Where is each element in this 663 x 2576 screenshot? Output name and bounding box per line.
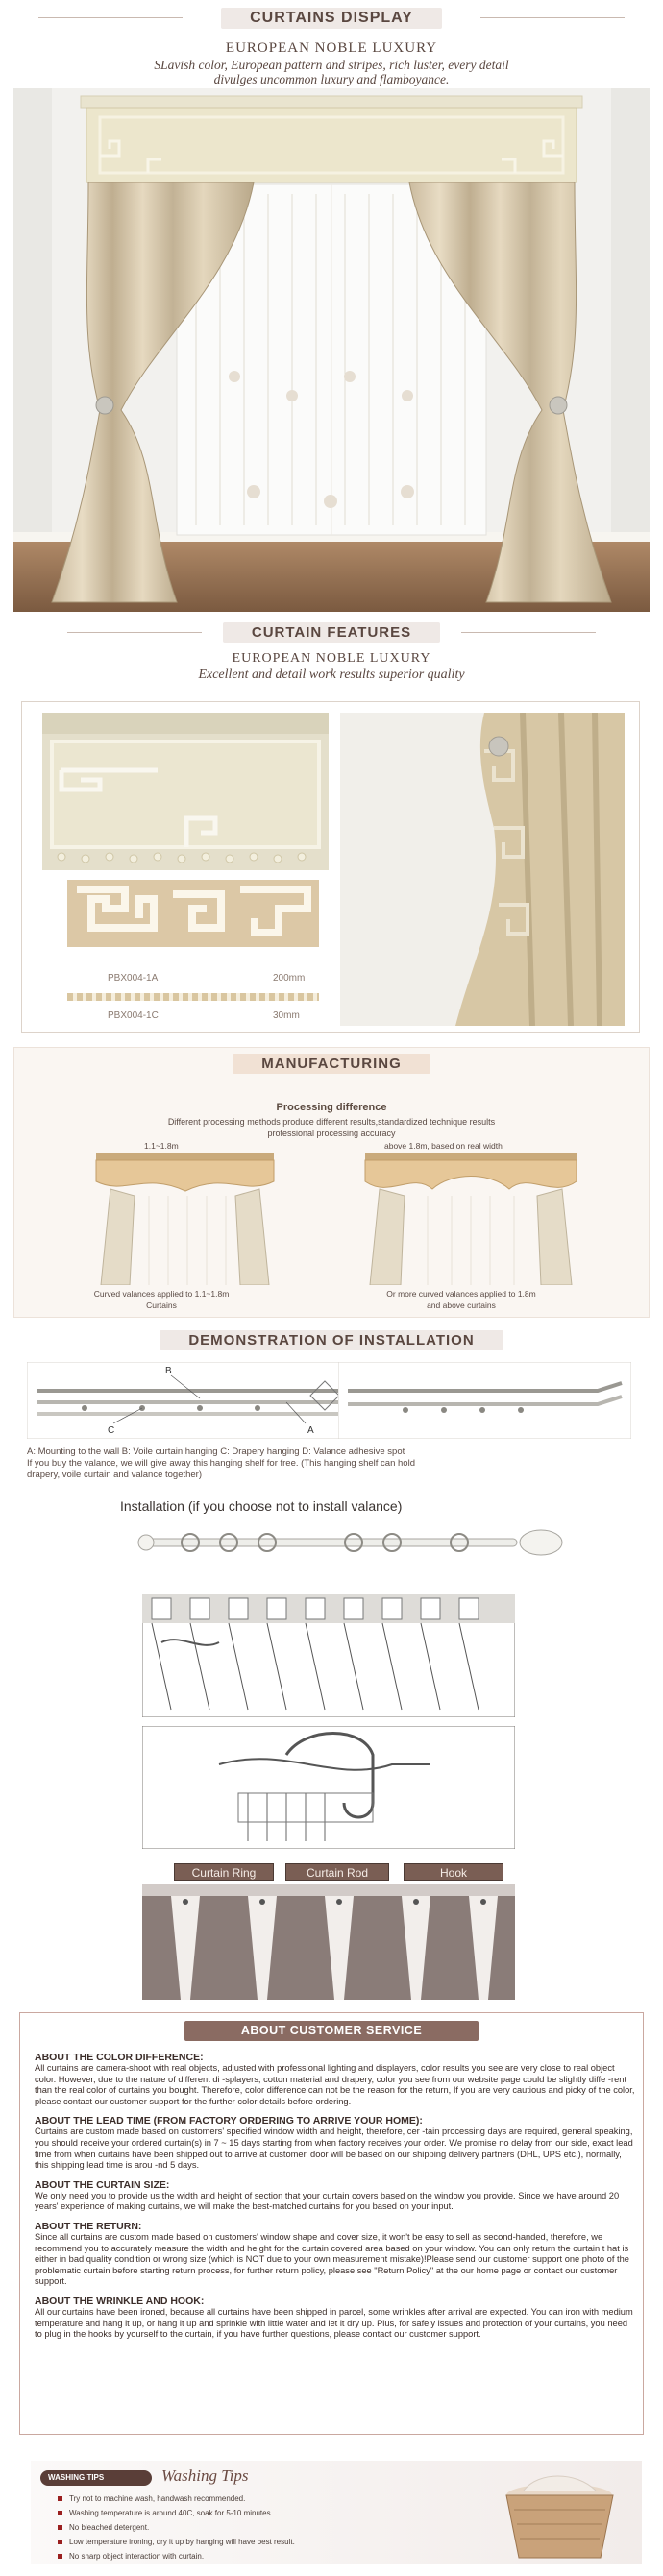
- manufacturing-title: MANUFACTURING: [233, 1054, 430, 1074]
- section-heading: ABOUT THE WRINKLE AND HOOK:: [35, 2295, 205, 2307]
- right-caption-line-2: and above curtains: [427, 1300, 496, 1310]
- right-dimension: above 1.8m, based on real width: [384, 1141, 503, 1151]
- section-heading: ABOUT THE RETURN:: [35, 2220, 142, 2232]
- swatch2-size: 30mm: [273, 1010, 300, 1021]
- washing-tip: Washing temperature is around 40C, soak for 5-10 minutes.: [56, 2506, 440, 2520]
- valance-diagram-large: [360, 1153, 581, 1285]
- processing-line-2: professional processing accuracy: [267, 1129, 396, 1138]
- curtain-rod-illustration: [133, 1525, 565, 1564]
- divider: [461, 632, 596, 633]
- curtain-pleat-diagram: [142, 1884, 515, 2000]
- tieback-closeup-photo: [340, 713, 625, 1026]
- divider: [480, 17, 625, 18]
- manufacturing-header: [0, 1054, 663, 1074]
- swatch1-size: 200mm: [273, 973, 306, 984]
- installation-note-1: If you buy the valance, we will give away this hanging shelf for free. (This hanging shelf can hold: [27, 1458, 415, 1469]
- marker-c: C: [108, 1425, 115, 1436]
- section-body: Since all curtains are custom made based on customers' window shape and cover size, it won't be easy to sell as second-handed, therefore, we recommend you to accurately measure the width and height for the curtain covered area based on your window. You can only return the curtain t hat is either in bad quality condition or wrong size (which is NOT due to your own measurement mistake)!Please send our customer support one photo of the problematic curtain before starting return process, for further return policy, please see "Return Policy" at the our home page or contact our customer support.: [35, 2231, 629, 2287]
- swatch1-code: PBX004-1A: [108, 973, 159, 984]
- divider: [67, 632, 202, 633]
- hook-insert-diagram: [142, 1726, 515, 1849]
- installation-title: DEMONSTRATION OF INSTALLATION: [160, 1330, 503, 1350]
- section-heading: ABOUT THE CURTAIN SIZE:: [35, 2178, 170, 2191]
- features-tagline: Excellent and detail work results superior quality: [198, 668, 465, 682]
- section-heading: ABOUT THE LEAD TIME (FROM FACTORY ORDERING TO ARRIVE YOUR HOME):: [35, 2115, 423, 2127]
- curtain-display-photo: [13, 88, 650, 612]
- features-subtitle: EUROPEAN NOBLE LUXURY: [232, 651, 431, 666]
- section-body: We only need you to provide us the width and height of section that your curtain covers based on the window you provide. Since we have around 20 years' experience of making curtains, we will make the best-matched curtains for you based on your input.: [35, 2190, 620, 2212]
- features-title: CURTAIN FEATURES: [223, 622, 440, 643]
- installation-legend: A: Mounting to the wall B: Voile curtain hanging C: Drapery hanging D: Valance adhesive spot: [27, 1446, 405, 1457]
- divider: [38, 17, 183, 18]
- washing-badge: WASHING TIPS: [40, 2470, 152, 2486]
- display-header: [0, 8, 663, 29]
- installation-note-2: drapery, voile curtain and valance together): [27, 1470, 203, 1480]
- label-hook: Hook: [404, 1863, 503, 1881]
- marker-b: B: [165, 1366, 172, 1376]
- display-desc-2: divulges uncommon luxury and flamboyance.: [213, 72, 450, 86]
- processing-heading: Processing difference: [276, 1102, 387, 1113]
- washing-tips-list: [56, 2491, 440, 2564]
- section-body: All curtains are camera-shoot with real objects, adjusted with professional lighting and displayers, color results you see are very close to real object color. However, due to the nature of different di -splayers, cotton material and drapery, color you see from our website page could be slightly diffe -rent than the real color of curtains you bought. Therefore, color difference can not be the reason for the return, If you are very cautious and picky of the color, please contact our customer support for the further color details before ordering.: [35, 2063, 635, 2106]
- left-caption-line-2: Curtains: [146, 1300, 177, 1310]
- label-curtain-rod: Curtain Rod: [285, 1863, 389, 1881]
- valance-closeup-photo: [42, 713, 329, 870]
- right-caption: [346, 1288, 577, 1311]
- washing-tip: No sharp object interaction with curtain.: [56, 2549, 440, 2564]
- left-caption-line-1: Curved valances applied to 1.1~1.8m: [93, 1289, 230, 1299]
- service-sections: [35, 2044, 636, 2341]
- installation-bracket-diagram-2: [338, 1362, 631, 1439]
- display-title: CURTAINS DISPLAY: [221, 8, 442, 29]
- washing-tip: Low temperature ironing, dry it up by hanging will have best result.: [56, 2535, 440, 2549]
- trim-swatch-2: [67, 993, 319, 1001]
- label-curtain-ring: Curtain Ring: [174, 1863, 274, 1881]
- swatch2-code: PBX004-1C: [108, 1010, 159, 1021]
- washing-tip: Try not to machine wash, handwash recommended.: [56, 2491, 440, 2506]
- right-caption-line-1: Or more curved valances applied to 1.8m: [386, 1289, 536, 1299]
- installation-header: [0, 1330, 663, 1350]
- valance-diagram-small: [91, 1153, 279, 1285]
- section-body: All our curtains have been ironed, because all curtains have been shipped in parcel, some wrinkles after arrival are expected. You can iron with medium temperature and hang it up, or hang it up and sprinkle with little water and let it dry up. Plus, for safely issues and protection of your curtains, you need to plug in the hooks by yourself to the curtain, if you have further questions, please contact our customer support.: [35, 2306, 633, 2340]
- left-caption: [56, 1288, 267, 1311]
- washing-tip: No bleached detergent.: [56, 2520, 440, 2535]
- display-desc-1: SLavish color, European pattern and stripes, rich luster, every detail: [154, 58, 509, 72]
- section-heading: ABOUT THE COLOR DIFFERENCE:: [35, 2052, 204, 2063]
- installation-alt-title: Installation (if you choose not to install valance): [120, 1498, 403, 1514]
- installation-bracket-diagram-1: [27, 1362, 371, 1439]
- processing-line-1: Different processing methods produce different results,standardized technique results: [167, 1117, 496, 1127]
- marker-a: A: [307, 1425, 314, 1436]
- curtain-ring-diagram: [142, 1594, 515, 1717]
- left-dimension: 1.1~1.8m: [144, 1141, 179, 1151]
- display-subtitle: EUROPEAN NOBLE LUXURY: [225, 40, 438, 56]
- trim-swatch-1: [67, 880, 319, 947]
- washing-script-title: Washing Tips: [161, 2467, 249, 2485]
- section-body: Curtains are custom made based on customers' specified window width and height, therefore, cer -tain processing days are required, general speaking, you should receive your ordered curtain(s) in 7 ~ 15 days starting from when factory receives your order. We promise no delay from our side, exact lead time from when curtains have been shipped out to arrive at customer' door will be based on our shipping delivery partners (DHL, UPS etc.), normally, this shipping lead time is arou -nd 5 days.: [35, 2126, 633, 2171]
- laundry-basket-photo: [480, 2467, 639, 2563]
- customer-service-title: ABOUT CUSTOMER SERVICE: [184, 2021, 479, 2041]
